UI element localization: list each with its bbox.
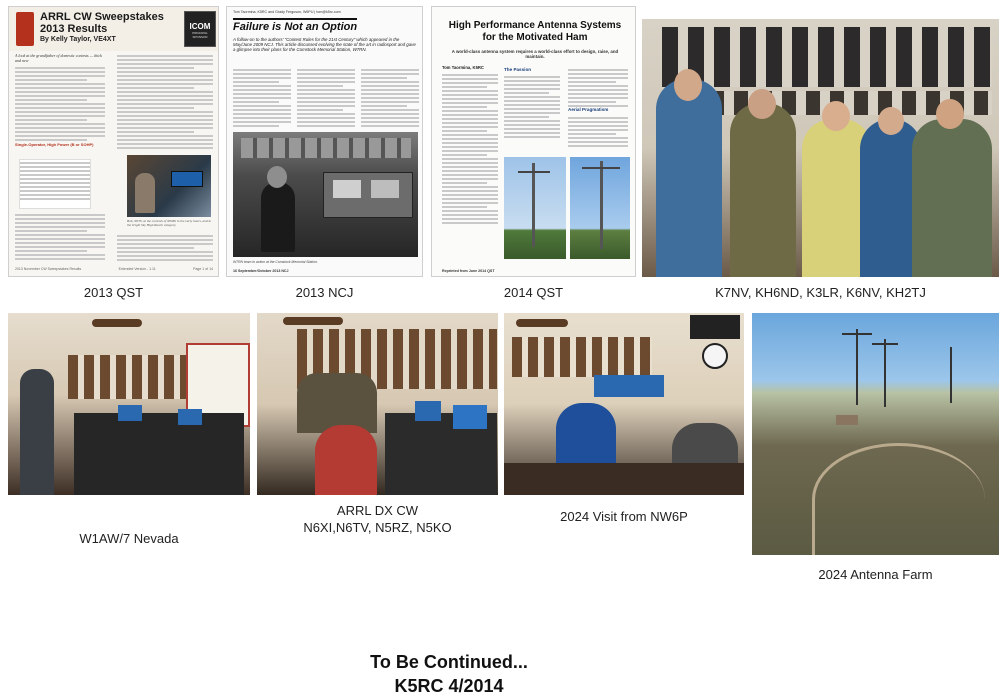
nw6p-visit-photo[interactable] xyxy=(504,313,744,495)
monitor-1 xyxy=(118,405,142,421)
caption-2013-ncj: 2013 NCJ xyxy=(295,285,354,300)
qst-2014-byline: Tom Taormina, K5RC xyxy=(442,65,484,70)
caption-2014-qst: 2014 QST xyxy=(503,285,564,300)
antenna-boom-icon xyxy=(872,343,898,345)
ncj-authors: Tom Taormina, K5RC and Grady Ferguson, W6PU | tom@k5rc.com xyxy=(233,10,341,14)
tower-icon xyxy=(600,161,603,249)
person-1-head xyxy=(674,69,702,101)
qst-2014-tower-photo-2 xyxy=(570,157,630,259)
arrl-diamond-logo-icon xyxy=(16,12,34,46)
tv-screen xyxy=(690,315,740,339)
caption-w1aw: W1AW/7 Nevada xyxy=(79,531,179,546)
qst-2013-subtitle: 2013 Results xyxy=(40,23,108,35)
icom-logo: ICOM PRINCIPAL SPONSOR xyxy=(184,11,216,47)
ceiling-fan-icon xyxy=(516,319,568,327)
wall-clock-icon xyxy=(702,343,728,369)
arrl-dx-cw-photo[interactable] xyxy=(257,313,498,495)
qst-2013-results-table xyxy=(19,159,91,209)
qst-2013-article-thumbnail[interactable] xyxy=(8,6,219,277)
qst-2013-header xyxy=(9,7,218,51)
ncj-2013-article-thumbnail[interactable] xyxy=(226,6,423,277)
person-1 xyxy=(656,79,722,277)
antenna-boom-icon xyxy=(842,333,872,335)
ncj-text-col-2 xyxy=(297,67,355,129)
antenna-boom-icon xyxy=(518,171,550,173)
ceiling-fan-icon xyxy=(92,319,142,327)
w1aw-nevada-photo[interactable] xyxy=(8,313,250,495)
qst-2014-subhead-aerial: Aerial Pragmatism xyxy=(568,107,609,112)
qst-2014-text-col-2 xyxy=(504,74,560,140)
ncj-bw-photo xyxy=(233,132,418,257)
qst-2014-footer: Reprinted from June 2014 QST xyxy=(442,269,495,273)
ceiling-fan-icon xyxy=(283,317,343,325)
antenna-boom-icon xyxy=(582,167,620,169)
qst-2013-intro: A look at the grandfather of domestic contests — thick and new xyxy=(15,53,102,63)
qst-2014-subhead-passion: The Passion xyxy=(504,67,532,72)
qst-2014-tower-photo-1 xyxy=(504,157,566,259)
ncj-photo-caption: W7RN team in action at the Comstock Memorial Station. xyxy=(233,260,318,264)
tower-icon xyxy=(532,163,535,247)
qst-2013-footer: 2013 November CW Sweepstakes Results Extended Version - 1.11 Page 1 of 14 xyxy=(15,267,213,271)
qst-2013-byline: By Kelly Taylor, VE4XT xyxy=(40,36,116,43)
qst-2014-article-thumbnail[interactable] xyxy=(431,6,636,277)
monitors xyxy=(594,375,664,397)
house-icon xyxy=(836,415,858,425)
qst-2014-text-col-1 xyxy=(442,72,498,226)
caption-arrl-dx-line1: ARRL DX CW xyxy=(336,503,419,518)
ncj-deck: A follow-on to the authors' "Contest Rules for the 21st Century" which appeared in the May/June 2009 NCJ. This article discussed evolving the state of the art in radiosport and gave a glimpse into their plans for the Comstock Memorial Station, W7RN. xyxy=(233,37,416,53)
wall-plaques xyxy=(662,27,992,87)
tower-icon xyxy=(950,347,952,403)
tower-icon xyxy=(884,339,886,407)
person-2-head xyxy=(748,89,776,119)
caption-antenna-farm: 2024 Antenna Farm xyxy=(818,567,933,582)
operator-figure xyxy=(135,173,155,213)
qst-2013-text-col-left-bottom xyxy=(15,212,105,262)
caption-nw6p: 2024 Visit from NW6P xyxy=(560,509,688,524)
qst-2014-text-col-3 xyxy=(568,67,628,109)
qst-2013-text-col-right xyxy=(117,53,213,151)
tower-icon xyxy=(856,329,858,405)
desk xyxy=(504,463,744,495)
qst-2014-text-col-3b xyxy=(568,115,628,149)
ncj-footer: 16 September/October 2013 NCJ xyxy=(233,269,289,273)
person-3-head xyxy=(822,101,850,131)
to-be-continued: To Be Continued... xyxy=(370,652,528,672)
caption-group: K7NV, KH6ND, K3LR, K6NV, KH2TJ xyxy=(715,285,926,300)
qst-2013-text-col-left xyxy=(15,65,105,143)
group-photo-k7nv[interactable] xyxy=(642,19,999,277)
wall-plaques xyxy=(241,138,411,158)
antenna-farm-photo[interactable] xyxy=(752,313,999,555)
qst-2013-table-heading: Single-Operator, High Power (B or SOHP) xyxy=(15,142,94,147)
ncj-text-col-3 xyxy=(361,67,419,129)
winding-road xyxy=(812,443,985,555)
monitor-1 xyxy=(333,180,361,198)
operator-figure xyxy=(261,182,295,252)
qst-2014-headline: High Performance Antenna Systems for the Motivated Ham xyxy=(448,20,622,43)
operators-at-desk xyxy=(74,413,244,495)
person-4-head xyxy=(878,107,904,135)
operator-head xyxy=(267,166,287,188)
wall-plaques xyxy=(512,337,652,377)
caption-arrl-dx-line2: N6XI,N6TV, N5RZ, N5KO xyxy=(303,520,452,535)
caption-2013-qst: 2013 QST xyxy=(83,285,144,300)
qst-2013-title: ARRL CW Sweepstakes xyxy=(40,11,164,23)
monitor-2 xyxy=(453,405,487,429)
person-2 xyxy=(730,103,796,277)
monitor-2 xyxy=(371,180,399,198)
ncj-headline: Failure is Not an Option xyxy=(233,18,357,33)
qst-2013-photo-caption: Bob, N6TV, at the controls of N6MX in the early hours, and in the bright Sky High Ranch category. xyxy=(127,219,212,227)
monitor-2 xyxy=(178,409,202,425)
qst-2014-deck: A world-class antenna system requires a world-class effort to design, raise, and maintain. xyxy=(451,49,619,59)
qst-2013-operator-photo xyxy=(127,155,211,217)
wall-plaques xyxy=(68,355,188,399)
ncj-text-col-1 xyxy=(233,67,291,129)
monitor-1 xyxy=(415,401,441,421)
signature-date: K5RC 4/2014 xyxy=(394,676,504,696)
standing-people xyxy=(297,373,377,433)
person-5 xyxy=(912,119,992,277)
operator-red-shirt xyxy=(315,425,377,495)
qst-2013-text-col-right-bottom xyxy=(117,233,213,263)
standing-person xyxy=(20,369,54,495)
radio-screen-icon xyxy=(171,171,203,187)
person-5-head xyxy=(936,99,964,129)
